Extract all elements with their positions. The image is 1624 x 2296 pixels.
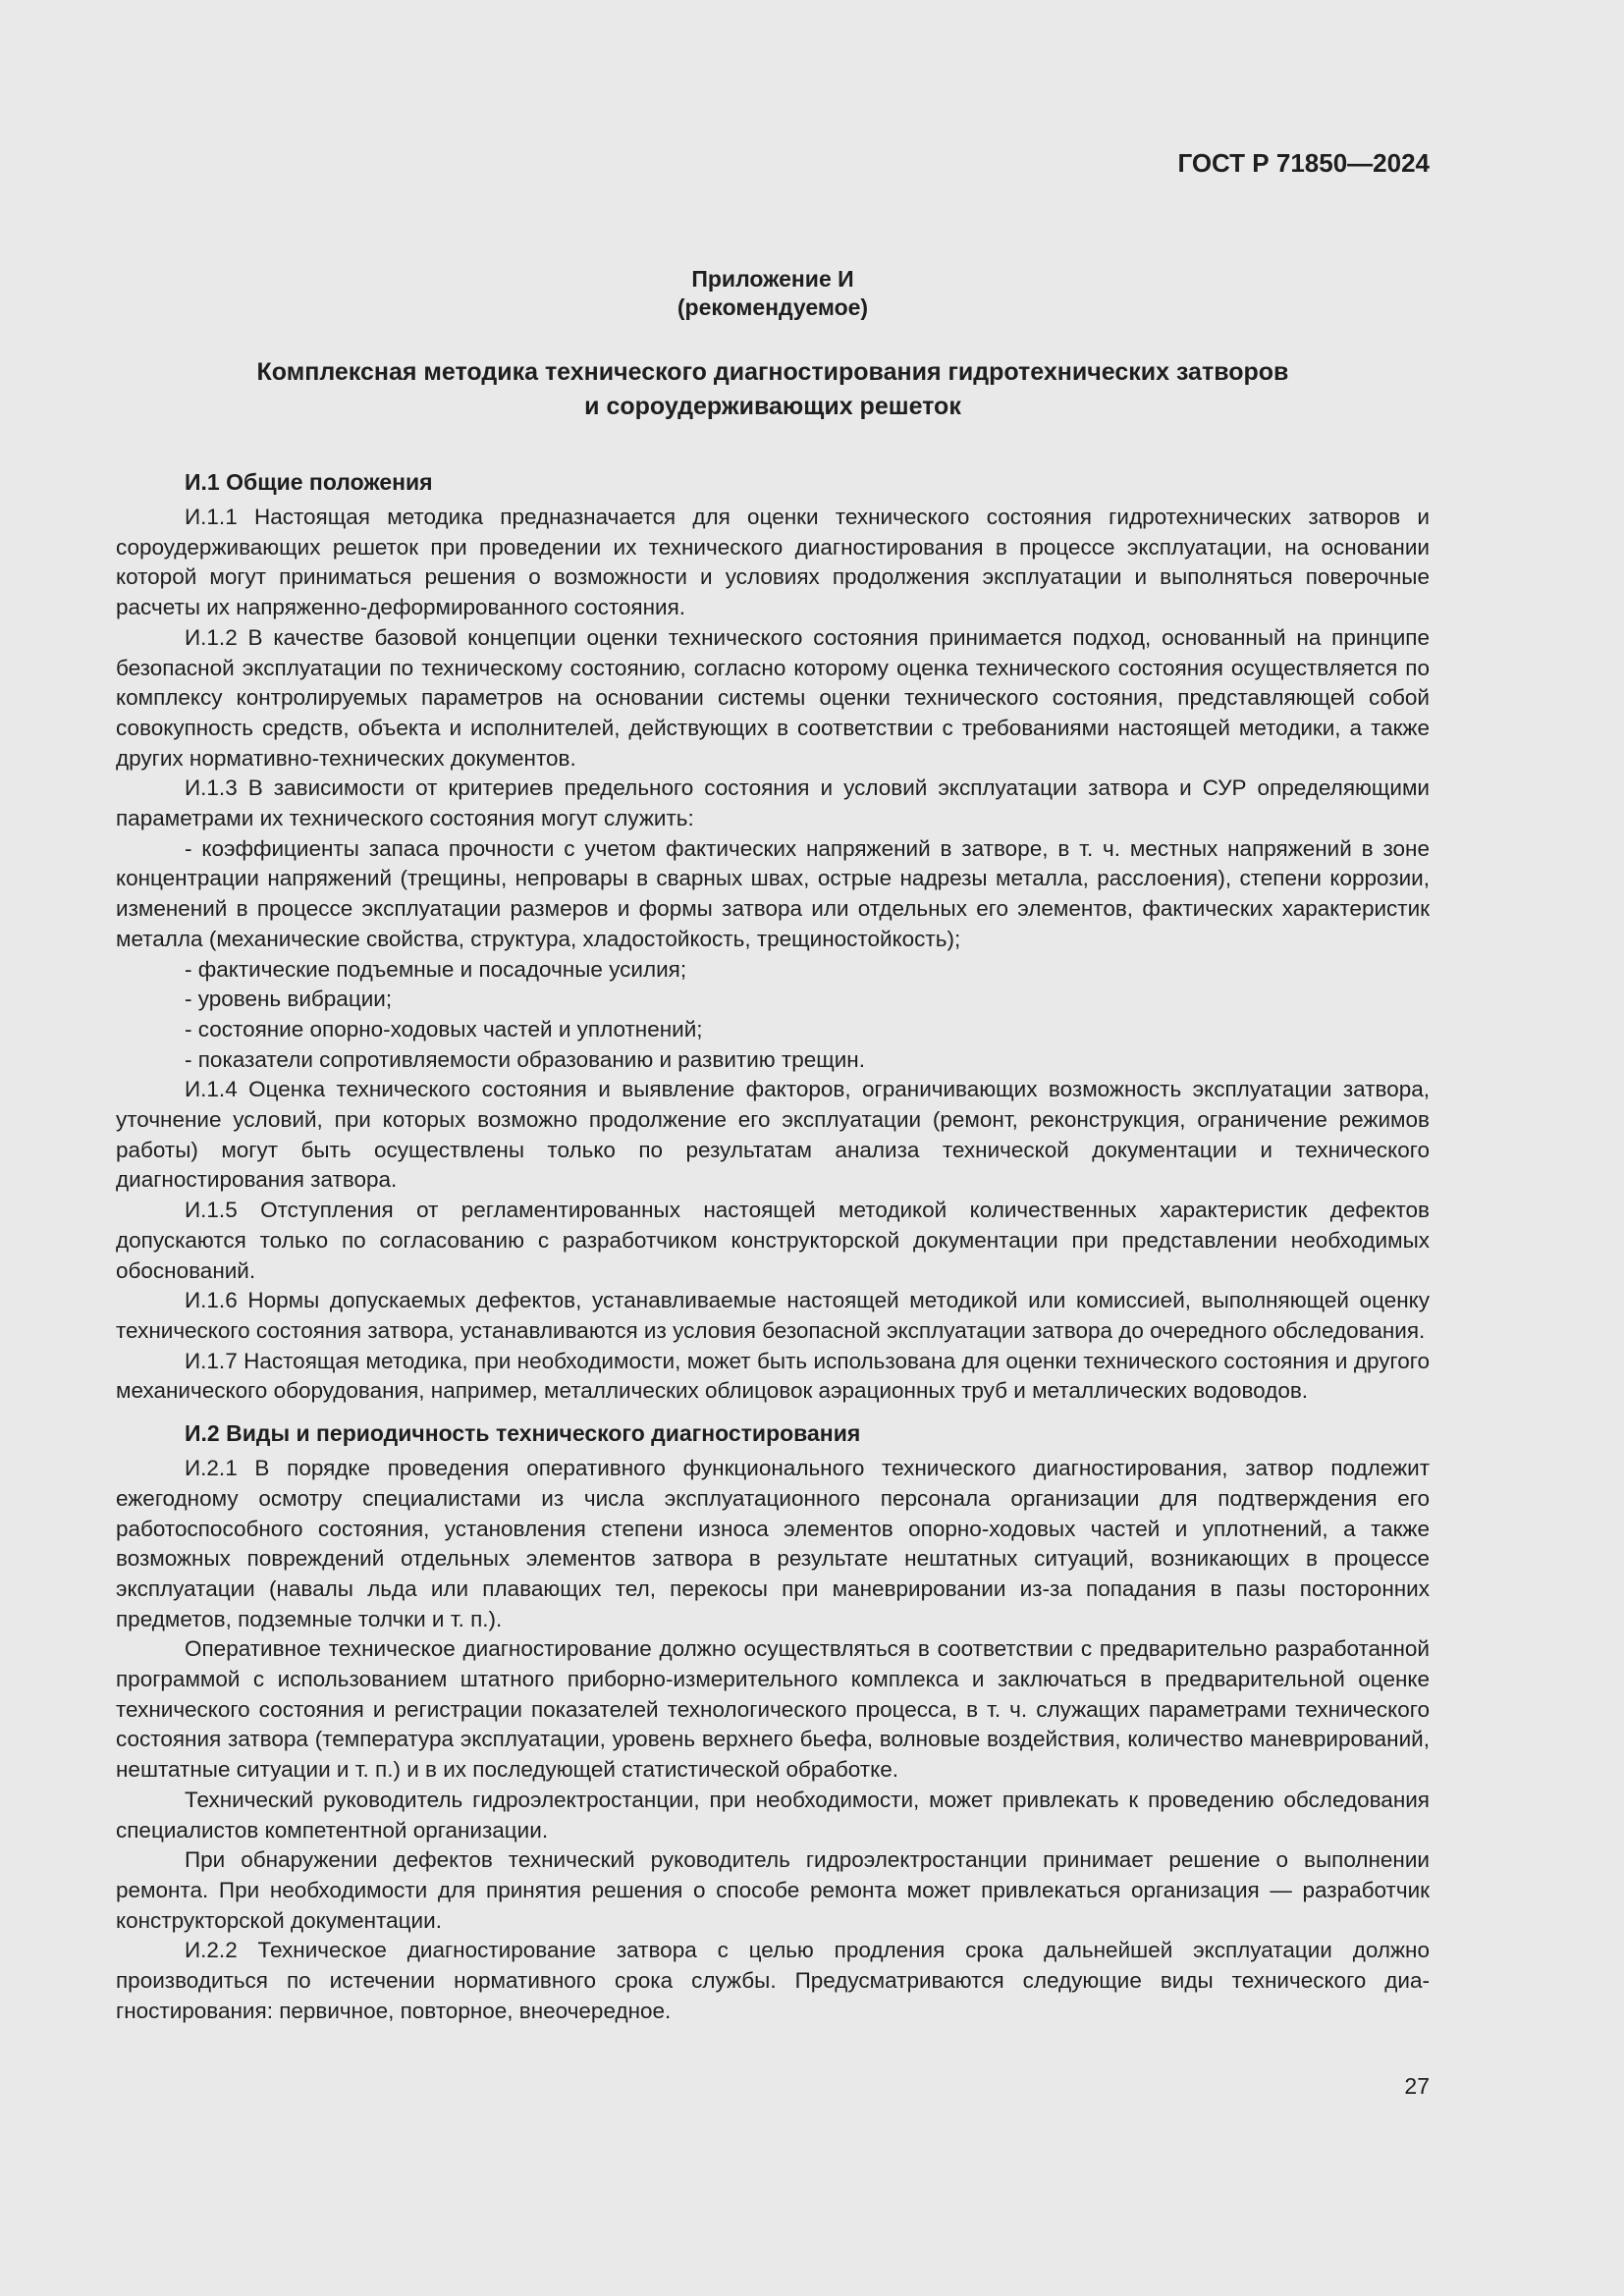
paragraph-1-1-1: И.1.1 Настоящая методика предназначается для оценки технического состояния гидротехнических затворов и сороудерживающих решеток при проведении их технического диагностирования в процессе эксплуатации, на основании которой могут приниматься решения о возможности и условиях продолжения эксплуатации и выполняться поверочные расчеты их напряженно-деформированного состояния. [116, 505, 1430, 620]
appendix-heading [116, 265, 1430, 322]
document-page [116, 143, 1430, 2026]
paragraph-1-1-3: И.1.3 В зависимости от критериев предельного состояния и условий эксплуатации затвора и СУР определяющими параметрами их технического состояния могут служить: [116, 775, 1430, 831]
paragraph-1-1-5: И.1.5 Отступления от регламентированных настоящей методикой количественных характеристик дефектов допускаются только по согласованию с разработчиком конструкторской документации при представлении необходимых обоснований. [116, 1198, 1430, 1283]
appendix-label: Приложение И [691, 266, 854, 292]
paragraph-technical-manager: Технический руководитель гидроэлектростанции, при необходимости, может привлекать к проведению обследования специалистов компетентной организации. [116, 1787, 1430, 1842]
paragraph-1-2-2: И.2.2 Техническое диагностирование затвора с целью продления срока дальнейшей эксплуатации должно производиться по истечении нормативного срока службы. Предусматриваются следующие виды технического диагностирования: первичное, повторное, внеочередное. [116, 1938, 1430, 2023]
appendix-status: (рекомендуемое) [677, 294, 869, 320]
list-item: - коэффициенты запаса прочности с учетом фактических напряжений в затворе, в т. ч. местных напряжений в зоне концентрации напряжений (трещины, непровары в сварных швах, острые надрезы металла, расслоения), степени коррозии, изменений в процессе эксплуатации размеров и формы затвора или отдельных его элементов, фактических характеристик металла (механические свойства, структура, хладостойкость, трещиностойкость); [116, 835, 1430, 951]
title-line-1: Комплексная методика технического диагностирования гидротехнических затворов [256, 358, 1289, 386]
paragraph-operational: Оперативное техническое диагностирование должно осуществляться в соответствии с предварительно разработанной программой с использованием штатного приборно-измерительного комплекса и заключаться в предварительной оценке технического состояния и регистрации показателей технологического процесса, в т. ч. служащих параметрами технического состояния затвора (температура эксплуатации, уровень верхнего бьефа, волновые воздействия, количество маневрирований, нештатные ситуации и т. п.) и в их последующей статистической обработке. [116, 1636, 1430, 1783]
list-item: - состояние опорно-ходовых частей и уплотнений; [185, 1016, 703, 1041]
document-code: ГОСТ Р 71850—2024 [1177, 148, 1430, 178]
paragraph-1-1-6: И.1.6 Нормы допускаемых дефектов, устанавливаемые настоящей методикой или комиссией, выполняющей оценку технического состояния затвора, устанавливаются из условия безопасной эксплуатации затвора до очередного обследования. [116, 1288, 1430, 1343]
section-1-heading: И.1 Общие положения [185, 469, 433, 495]
document-title [116, 355, 1430, 424]
page-number: 27 [1404, 2073, 1430, 2099]
paragraph-1-1-7: И.1.7 Настоящая методика, при необходимости, может быть использована для оценки технического состояния и другого механического оборудования, например, металлических облицовок аэрационных труб и металлических водоводов. [116, 1348, 1430, 1404]
title-line-2: и сороудерживающих решеток [584, 393, 961, 420]
section-2-heading: И.2 Виды и периодичность технического диагностирования [185, 1420, 861, 1447]
paragraph-defects: При обнаружении дефектов технический руководитель гидроэлектростанции принимает решение о выполнении ремонта. При необходимости для принятия решения о способе ремонта может привлекаться организация — разработчик конструкторской документации. [116, 1847, 1430, 1933]
paragraph-1-1-2: И.1.2 В качестве базовой концепции оценки технического состояния принимается подход, основанный на принципе безопасной эксплуатации по техническому состоянию, согласно которому оценка технического состояния осуществляется по комплексу контролируемых параметров на основании системы оценки технического состояния, представляющей собой совокупность средств, объекта и исполнителей, действующих в соответствии с требованиями настоящей методики, а также других нормативно-технических документов. [116, 624, 1430, 771]
paragraph-1-2-1: И.2.1 В порядке проведения оперативного функционального технического диагностирования, затвор подлежит ежегодному осмотру специалистами из числа эксплуатационного персонала организации для подтверждения его работоспособного состояния, установления степени износа элементов опорно-ходовых частей и уплотнений, а также возможных повреждений отдельных элементов затвора в результате нештатных ситуаций, возникающих в процессе эксплуатации (навалы льда или плавающих тел, перекосы при маневрировании из-за попадания в пазы посторонних предметов, подземные толчки и т. п.). [116, 1456, 1430, 1631]
list-item: - фактические подъемные и посадочные усилия; [185, 956, 687, 982]
list-item: - уровень вибрации; [185, 987, 393, 1012]
list-item: - показатели сопротивляемости образованию и развитию трещин. [185, 1046, 865, 1072]
paragraph-1-1-4: И.1.4 Оценка технического состояния и выявление факторов, ограничивающих возможность эксплуатации затвора, уточнение условий, при которых возможно продолжение его эксплуатации (ремонт, реконструкция, ограничение режимов работы) могут быть осуществлены только по результатам анализа технической документации и технического диагностирования затвора. [116, 1077, 1430, 1193]
